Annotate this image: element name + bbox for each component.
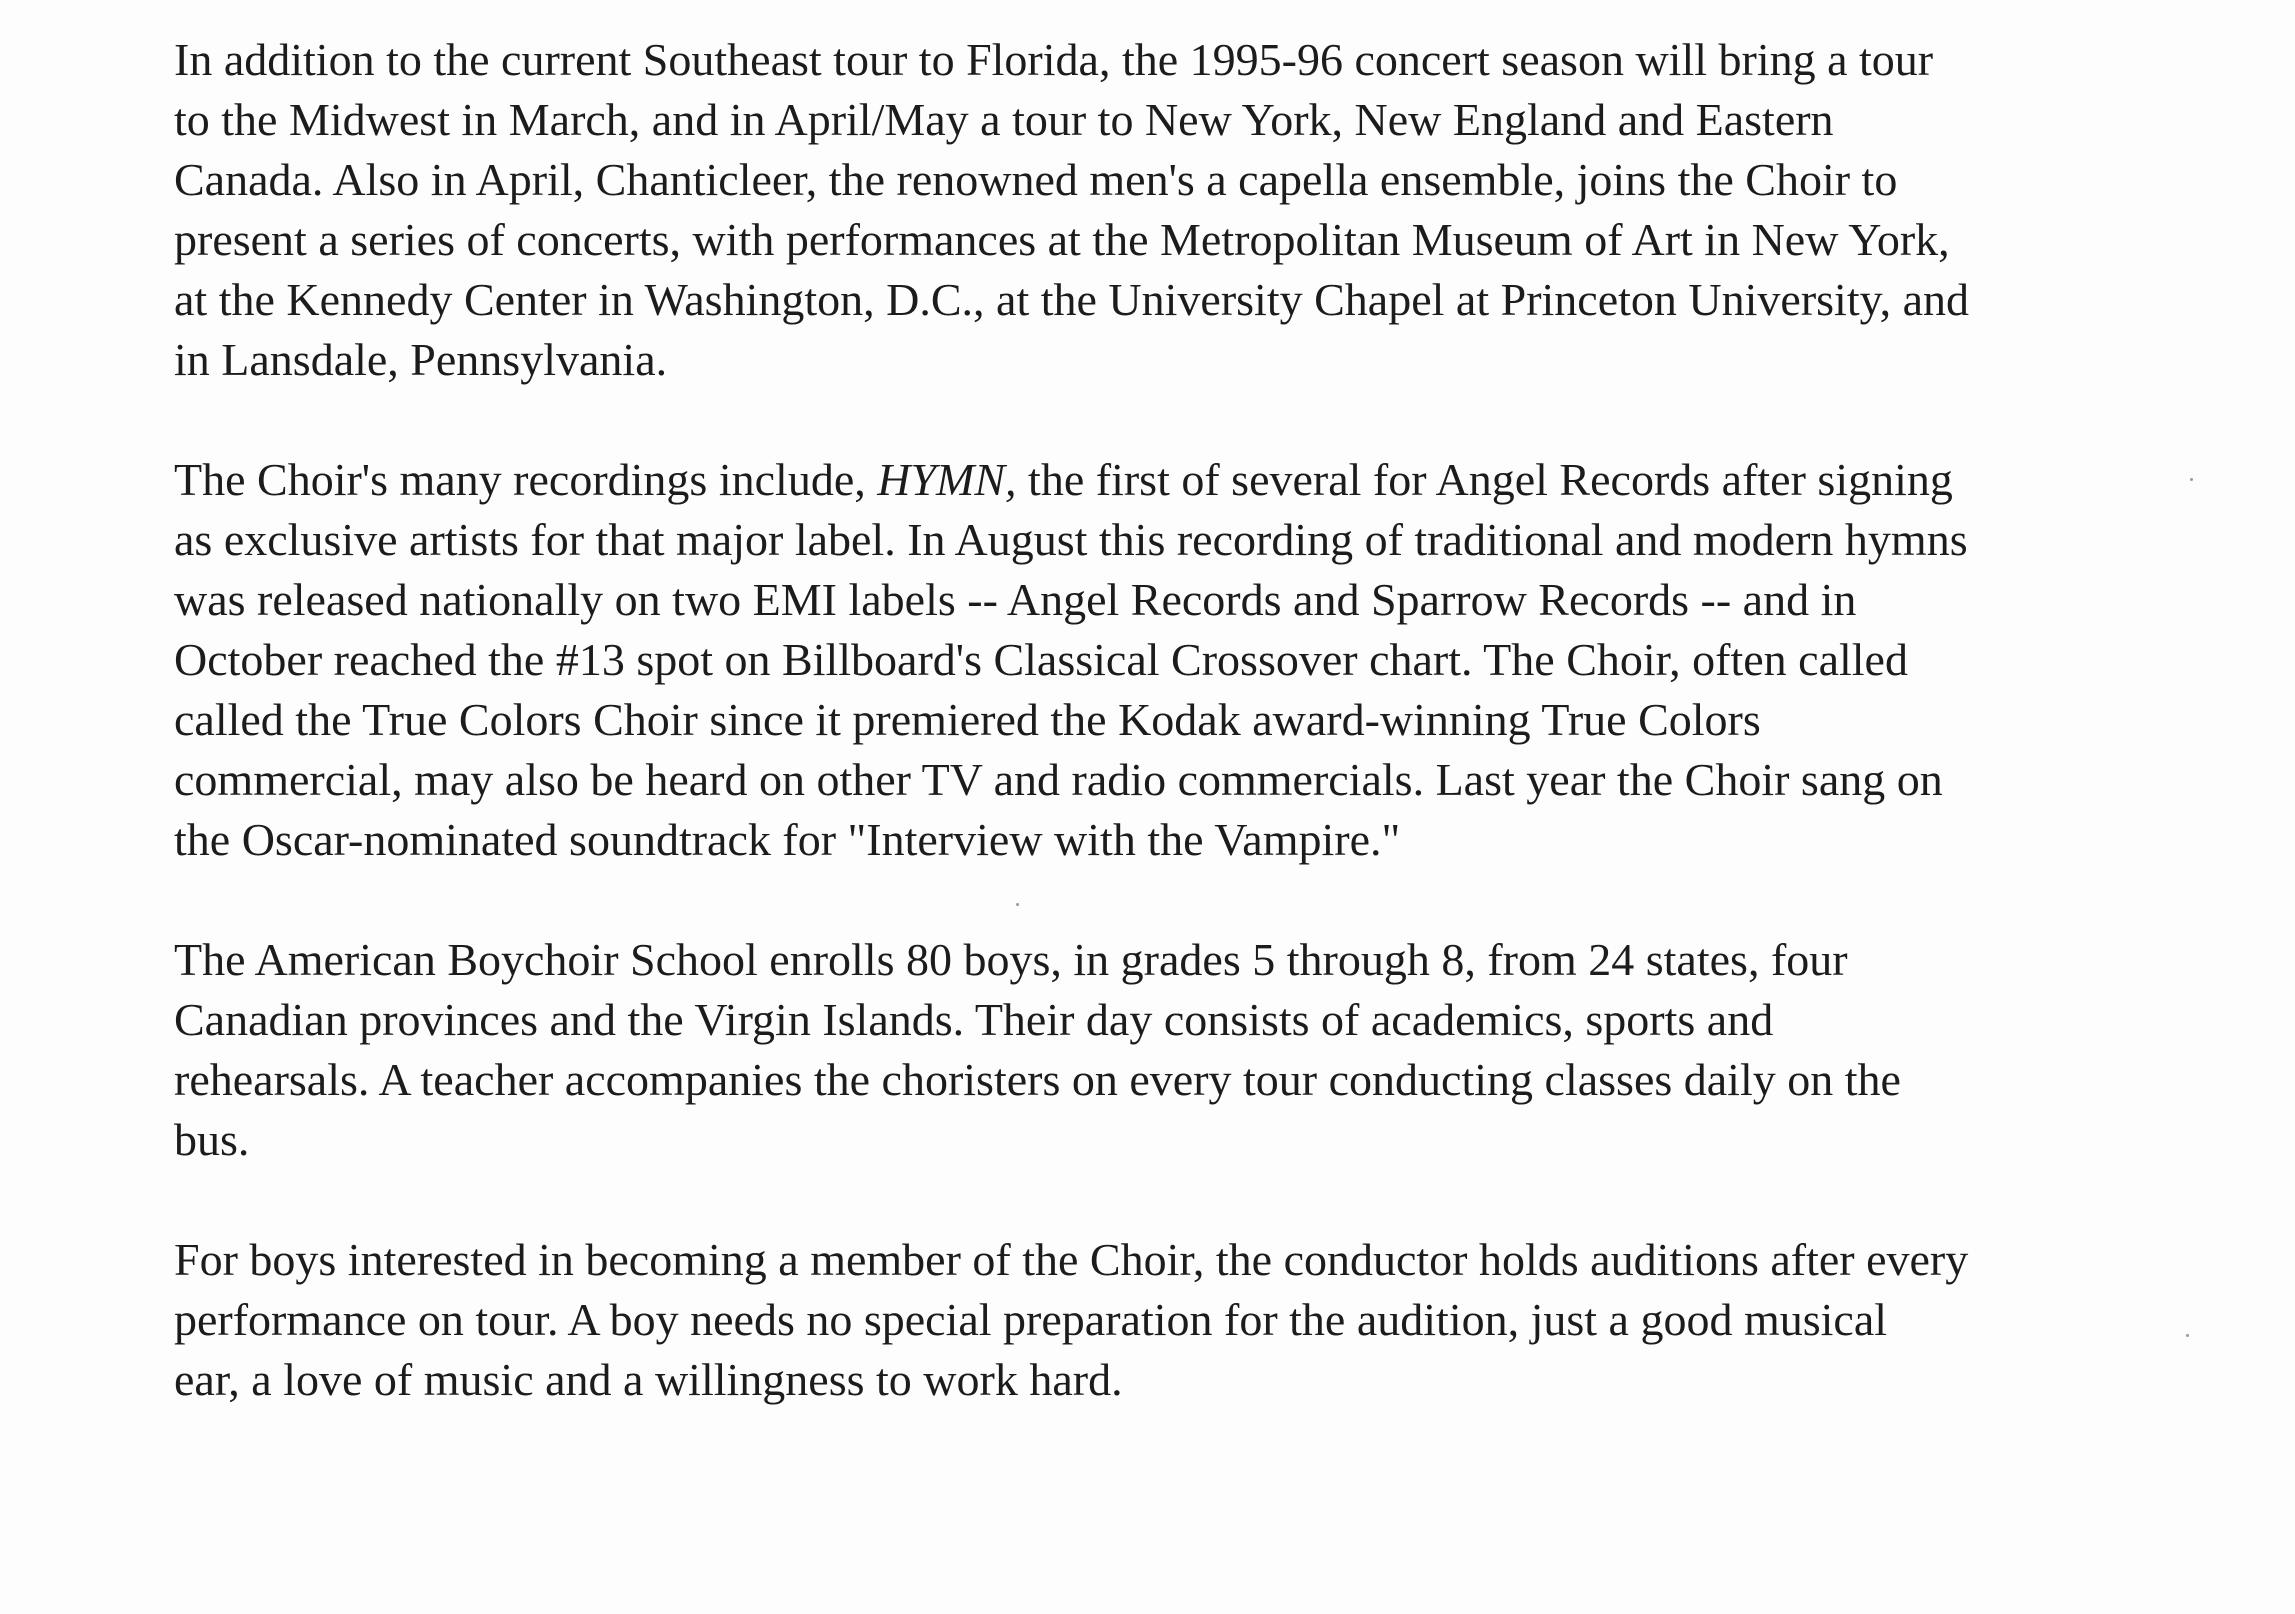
text-line: as exclusive artists for that major label. In August this recording of traditional and modern hymns — [174, 514, 1968, 565]
text-line: ear, a love of music and a willingness to work hard. — [174, 1354, 1123, 1405]
text-line — [174, 450, 2164, 510]
text-line: called the True Colors Choir since it premiered the Kodak award-winning True Colors — [174, 694, 1761, 745]
text-segment: the first of several for Angel Records after signing — [1016, 454, 1953, 505]
text-line: In addition to the current Southeast tour to Florida, the 1995-96 concert season will bring a tour — [174, 34, 1934, 85]
text-line: rehearsals. A teacher accompanies the choristers on every tour conducting classes daily on the — [174, 1054, 1901, 1105]
document-body — [174, 30, 2164, 1470]
text-line: performance on tour. A boy needs no special preparation for the audition, just a good musical — [174, 1294, 1888, 1345]
text-segment: The Choir's many recordings include, — [174, 454, 878, 505]
text-line: commercial, may also be heard on other TV and radio commercials. Last year the Choir sang on — [174, 754, 1943, 805]
text-line: was released nationally on two EMI labels -- Angel Records and Sparrow Records -- and in — [174, 574, 1857, 625]
text-line: present a series of concerts, with performances at the Metropolitan Museum of Art in New York, — [174, 214, 1950, 265]
paragraph-recordings — [174, 450, 2164, 870]
paragraph-school — [174, 930, 2164, 1170]
text-line: The American Boychoir School enrolls 80 boys, in grades 5 through 8, from 24 states, four — [174, 934, 1848, 985]
text-line: to the Midwest in March, and in April/May a tour to New York, New England and Eastern — [174, 94, 1834, 145]
paragraph-auditions — [174, 1230, 2164, 1410]
scan-speck — [2186, 1334, 2189, 1337]
album-title: HYMN, — [877, 454, 1017, 505]
text-line: October reached the #13 spot on Billboard's Classical Crossover chart. The Choir, often called — [174, 634, 1908, 685]
scan-speck — [1016, 903, 1019, 906]
text-line: the Oscar-nominated soundtrack for "Interview with the Vampire." — [174, 814, 1401, 865]
text-line: at the Kennedy Center in Washington, D.C., at the University Chapel at Princeton University, and — [174, 274, 1970, 325]
scan-speck — [2190, 478, 2193, 481]
text-line: in Lansdale, Pennsylvania. — [174, 334, 668, 385]
paragraph-tours — [174, 30, 2164, 390]
text-line: Canada. Also in April, Chanticleer, the renowned men's a capella ensemble, joins the Choir to — [174, 154, 1898, 205]
text-line: Canadian provinces and the Virgin Islands. Their day consists of academics, sports and — [174, 994, 1774, 1045]
text-line: For boys interested in becoming a member of the Choir, the conductor holds auditions after every — [174, 1234, 1969, 1285]
text-line: bus. — [174, 1114, 250, 1165]
